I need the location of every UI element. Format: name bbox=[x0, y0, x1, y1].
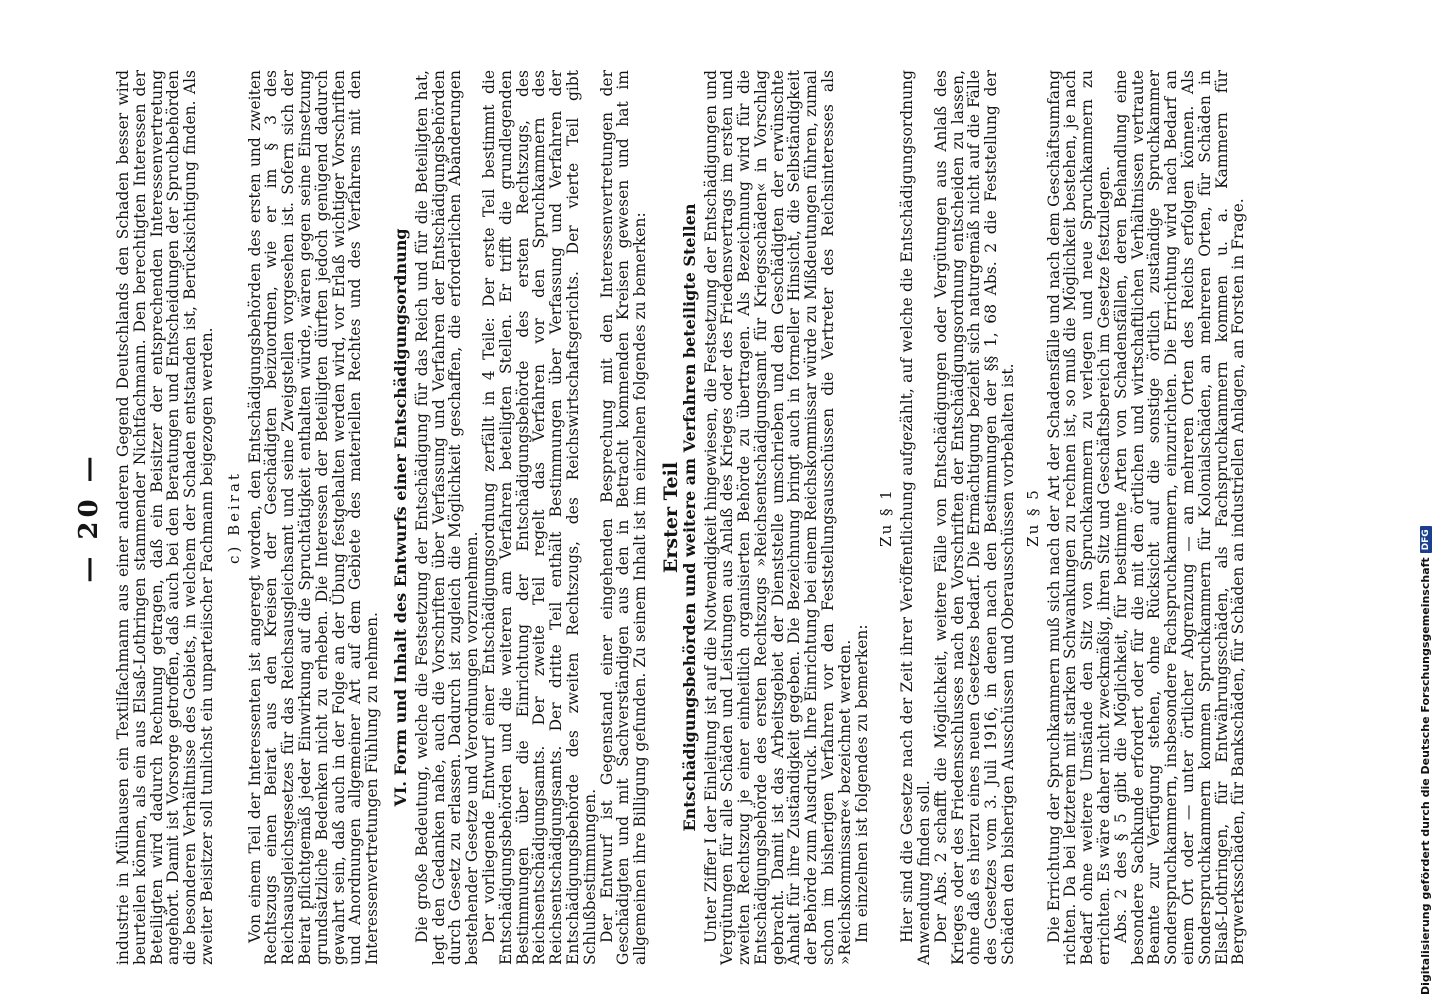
credit-text: Digitalisierung gefördert durch die Deutsche Forschungsgemeinschaft bbox=[1419, 557, 1432, 995]
zu-5-paragraph: Die Errichtung der Spruchkammern muß sich nach der Art der Schadensfälle und nach dem Geschäftsumfang richten. Da bei letzterem mit starken Schwankungen zu rechnen ist, so muß die Möglichkeit bestehen, je nach Bedarf ohne weitere Umstände den Sitz von Spruchkammern zu verlegen und neue Spruchkammern zu errichten. Es wäre daher nicht zweckmäßig, ihren Sitz und Geschäftsbereich im Gesetze festzulegen. bbox=[1044, 70, 1114, 965]
digitization-credit bbox=[1419, 526, 1432, 995]
zu-5-paragraph: Abs. 2 des § 5 gibt die Möglichkeit, für bestimmte Arten von Schadensfällen, deren Behandlung eine besondere Sachkunde erfordert oder für die mit den örtlichen und wirtschaftlichen Verhältnissen vertraute Beamte zur Verfügung stehen, ohne Rücksicht auf die sonstige örtlich zuständige Spruchkammer Sonderspruchkammern, insbesondere Fachspruchkammern, einzurichten. Die Errichtung wird nach Bedarf an einem Ort oder — unter örtlicher Abgrenzung — an mehreren Orten des Reichs erfolgen können. Als Sonderspruchkammern kommen Spruchkammern für Kolonialschäden, an mehreren Orten, für Schäden in Elsaß-Lothringen, für Entwährungsschäden, als Fachspruchkammern kommen u. a. Kammern für Bergwerksschäden, für Bankschäden, für Schäden an industriellen Anlagen, an Forsten in Frage. bbox=[1111, 70, 1248, 965]
beirat-heading: c) Beirat bbox=[224, 471, 243, 564]
section-vi-heading: VI. Form und Inhalt des Entwurfs einer Entschädigungsordnung bbox=[390, 228, 410, 807]
dfg-logo-icon: DFG bbox=[1420, 526, 1432, 553]
zu-1-paragraph: Der Abs. 2 schafft die Möglichkeit, weitere Fälle von Entschädigungen oder Vergütungen aus Anlaß des Krieges oder des Friedensschlusses nach den Vorschriften der Entschädigungsordnung entscheiden zu lassen, ohne daß es hierzu eines neuen Gesetzes bedarf. Die Ermächtigung bezieht sich naturgemäß nicht auf die Fälle des Gesetzes vom 3. Juli 1916, in denen nach den Bestimmungen der §§ 1, 68 Abs. 2 die Feststellung der Schäden den bisherigen Ausschüssen und Oberausschüssen vorbehalten ist. bbox=[931, 70, 1018, 965]
part-paragraph: Unter Ziffer I der Einleitung ist auf die Notwendigkeit hingewiesen, die Festsetzung der Entschädigungen und Vergütungen für alle Schäden und Leistungen aus Anlaß des Krieges oder des Friedensvertrags im ersten und zweiten Rechtszug je einer einheitlich organisierten Behörde zu übertragen. Als Bezeichnung wird für die Entschädigungsbehörde des ersten Rechtszugs »Reichsentschädigungsamt für Kriegsschäden« in Vorschlag gebracht. Damit ist das Arbeitsgebiet der Dienststelle umschrieben und den Geschädigten der erwünschte Anhalt für ihre Zuständigkeit gegeben. Die Bezeichnung bringt auch in formeller Hinsicht, die Selbständigkeit der Behörde zum Ausdruck. Ihre Einrichtung bei einem Reichskommissar würde zu Mißdeutungen führen, zumal schon im bisherigen Verfahren vor den Feststellungsausschüssen die Vertreter des Reichsinteresses als »Reichskommissare« bezeichnet werden. bbox=[701, 70, 854, 965]
part-closing-line: Im einzelnen ist folgendes zu bemerken: bbox=[852, 624, 871, 943]
part-heading: Erster Teil bbox=[659, 461, 682, 574]
beirat-paragraph: Von einem Teil der Interessenten ist angeregt worden, den Entschädigungsbehörden des ersten und zweiten Rechtszugs einen Beirat aus den Kreisen der Geschädigten beizuordnen, wie er im § 3 des Reichsausgleichsgesetzes für das Reichsausgleichsamt und seine Zweigstellen vorgesehen ist. Sofern sich der Beirat pflichtgemäß jeder Einwirkung auf die Spruchtätigkeit enthalten würde, wären gegen seine Einsetzung grundsätzliche Bedenken nicht zu erheben. Die Interessen der Beteiligten dürften jedoch genügend dadurch gewahrt sein, daß auch in der Folge an der Übung festgehalten werden wird, vor Erlaß wichtiger Vorschriften und Anordnungen allgemeiner Art auf dem Gebiete des materiellen Rechtes und des Verfahrens mit den Interessenvertretungen Fühlung zu nehmen. bbox=[245, 70, 382, 965]
zu-1-heading: Zu § 1 bbox=[877, 488, 896, 547]
section-vi-paragraph: Der vorliegende Entwurf einer Entschädigungsordnung zerfällt in 4 Teile: Der erste Teil bestimmt die Entschädigungsbehörden und die weiteren am Verfahren beteiligten Stellen. Er trifft die grundlegenden Bestimmungen über die Einrichtung der Entschädigungsbehörde des ersten Rechtszugs, des Reichsentschädigungsamts. Der zweite Teil regelt das Verfahren vor den Spruchkammern des Reichsentschädigungsamts. Der dritte Teil enthält Bestimmungen über Verfassung und Verfahren der Entschädigungsbehörde des zweiten Rechtszugs, des Reichswirtschaftsgerichts. Der vierte Teil gibt Schlußbestimmungen. bbox=[479, 70, 599, 965]
zu-5-heading: Zu § 5 bbox=[1023, 488, 1042, 547]
intro-paragraph: industrie in Mülhausen ein Textilfachmann aus einer anderen Gegend Deutschlands den Schaden besser wird beurteilen können, als ein aus Elsaß-Lothringen stammender Nichtfachmann. Den berechtigten Interessen der Beteiligten wird dadurch Rechnung getragen, daß ein Beisitzer der entsprechenden Interessenvertretung angehört. Damit ist Vorsorge getroffen, daß auch bei den Beratungen und Entscheidungen der Spruchbehörden die besonderen Verhältnisse des Gebiets, in welchem der Schaden entstanden ist, Berücksichtigung finden. Als zweiter Beisitzer soll tunlichst ein unparteiischer Fachmann beigezogen werden. bbox=[114, 70, 216, 965]
part-title: Entschädigungsbehörden und weitere am Verfahren beteiligte Stellen bbox=[679, 203, 699, 832]
page-number: — 20 — bbox=[74, 452, 104, 583]
zu-1-paragraph: Hier sind die Gesetze nach der Zeit ihrer Veröffentlichung aufgezählt, auf welche die Entschädigungsordnung Anwendung finden soll. bbox=[898, 70, 934, 965]
rotated-page-content bbox=[75, 70, 1345, 965]
section-vi-paragraph: Die große Bedeutung, welche die Festsetzung der Entschädigung für das Reich und für die Beteiligten hat, legt den Gedanken nahe, auch die Vorschriften über Verfassung und Verfahren der Entschädigungsbehörden durch Gesetz zu erlassen. Dadurch ist zugleich die Möglichkeit geschaffen, die erforderlichen Abänderungen bestehender Gesetze und Verordnungen vorzunehmen. bbox=[412, 70, 482, 965]
section-vi-paragraph: Der Entwurf ist Gegenstand einer eingehenden Besprechung mit den Interessenvertretungen der Geschädigten und mit Sachverständigen aus den in Betracht kommenden Kreisen gewesen und hat im allgemeinen ihre Billigung gefunden. Zu seinem Inhalt ist im einzelnen folgendes zu bemerken: bbox=[597, 70, 650, 965]
